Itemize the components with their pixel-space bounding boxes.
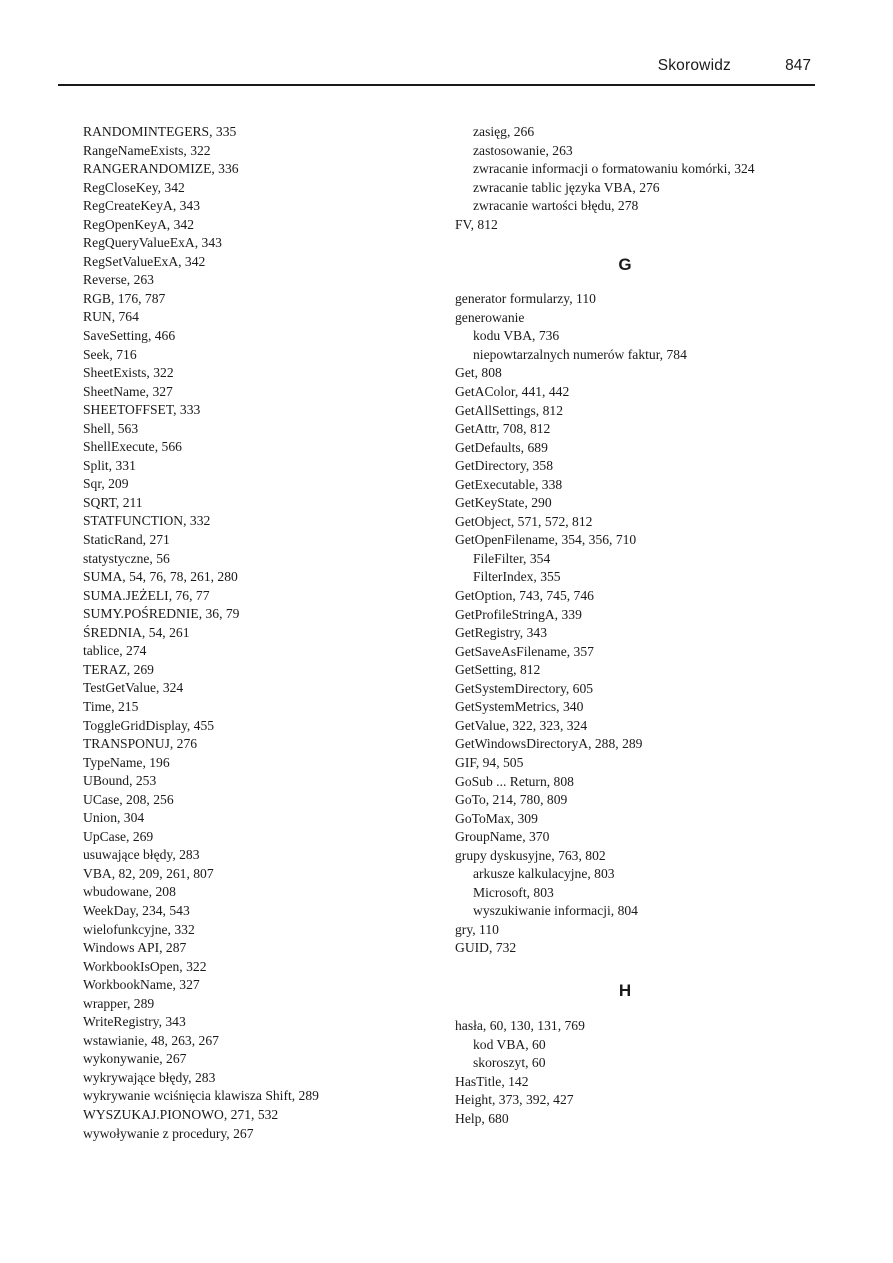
index-entry: GoToMax, 309 bbox=[455, 810, 538, 826]
index-column-left bbox=[83, 123, 443, 1143]
index-entry: Get, 808 bbox=[455, 365, 502, 381]
index-entry: Sqr, 209 bbox=[83, 476, 129, 492]
index-entry: GoTo, 214, 780, 809 bbox=[455, 792, 568, 808]
index-subentry: zwracanie tablic języka VBA, 276 bbox=[473, 179, 660, 195]
section-letter-g: G bbox=[618, 255, 632, 275]
index-entry: SheetExists, 322 bbox=[83, 365, 174, 381]
index-entry: Split, 331 bbox=[83, 457, 136, 473]
index-entry: RGB, 176, 787 bbox=[83, 290, 166, 306]
index-entry: Help, 680 bbox=[455, 1110, 509, 1126]
index-entry: SheetName, 327 bbox=[83, 383, 173, 399]
index-subentry: kod VBA, 60 bbox=[473, 1036, 546, 1052]
index-entry: StaticRand, 271 bbox=[83, 532, 170, 548]
page-header bbox=[58, 50, 815, 86]
index-entry: GetRegistry, 343 bbox=[455, 625, 547, 641]
index-entry: Shell, 563 bbox=[83, 420, 139, 436]
index-entry: Windows API, 287 bbox=[83, 940, 187, 956]
index-entry: SHEETOFFSET, 333 bbox=[83, 402, 201, 418]
index-subentry: niepowtarzalnych numerów faktur, 784 bbox=[473, 346, 687, 362]
index-entry: SUMA, 54, 76, 78, 261, 280 bbox=[83, 569, 238, 585]
index-entry: GetOption, 743, 745, 746 bbox=[455, 588, 594, 604]
index-entry: hasła, 60, 130, 131, 769 bbox=[455, 1017, 585, 1033]
index-entry: Reverse, 263 bbox=[83, 272, 154, 288]
index-entry: generowanie bbox=[455, 309, 525, 325]
index-subentry: arkusze kalkulacyjne, 803 bbox=[473, 866, 615, 882]
index-entry: gry, 110 bbox=[455, 921, 499, 937]
index-entry: wbudowane, 208 bbox=[83, 884, 176, 900]
index-entry: RangeNameExists, 322 bbox=[83, 142, 211, 158]
index-entry: ToggleGridDisplay, 455 bbox=[83, 717, 215, 733]
index-entry: GetSystemDirectory, 605 bbox=[455, 680, 594, 696]
index-entry: RANGERANDOMIZE, 336 bbox=[83, 161, 239, 177]
index-entry: generator formularzy, 110 bbox=[455, 291, 596, 307]
index-entry: RegQueryValueExA, 343 bbox=[83, 235, 222, 251]
index-entry: RANDOMINTEGERS, 335 bbox=[83, 124, 237, 139]
index-entry: GetObject, 571, 572, 812 bbox=[455, 513, 593, 529]
index-entry: SUMY.POŚREDNIE, 36, 79 bbox=[83, 606, 240, 622]
index-entry: VBA, 82, 209, 261, 807 bbox=[83, 865, 214, 881]
index-subentry: zasięg, 266 bbox=[473, 124, 535, 139]
index-entry: GoSub ... Return, 808 bbox=[455, 773, 574, 789]
index-column-right bbox=[455, 123, 835, 1128]
index-subentry: wyszukiwanie informacji, 804 bbox=[473, 903, 638, 919]
index-entry: WorkbookName, 327 bbox=[83, 977, 200, 993]
index-entry: wrapper, 289 bbox=[83, 995, 155, 1011]
index-subentry: skoroszyt, 60 bbox=[473, 1055, 546, 1071]
index-entry: GetProfileStringA, 339 bbox=[455, 606, 582, 622]
index-entry: GetOpenFilename, 354, 356, 710 bbox=[455, 532, 637, 548]
index-entry: WYSZUKAJ.PIONOWO, 271, 532 bbox=[83, 1106, 279, 1122]
index-entry: GetAColor, 441, 442 bbox=[455, 384, 570, 400]
index-entry: RegCloseKey, 342 bbox=[83, 179, 185, 195]
index-entry: SQRT, 211 bbox=[83, 494, 143, 510]
index-entry: RegSetValueExA, 342 bbox=[83, 253, 206, 269]
index-entry: GroupName, 370 bbox=[455, 829, 550, 845]
section-letter-h: H bbox=[618, 980, 632, 1000]
index-entry: UCase, 208, 256 bbox=[83, 791, 174, 807]
index-entry: wywoływanie z procedury, 267 bbox=[83, 1125, 254, 1141]
index-entry: GetSaveAsFilename, 357 bbox=[455, 643, 594, 659]
index-subentry: zwracanie wartości błędu, 278 bbox=[473, 198, 639, 214]
index-entry: UBound, 253 bbox=[83, 773, 157, 789]
index-entry: TERAZ, 269 bbox=[83, 661, 154, 677]
index-entry: STATFUNCTION, 332 bbox=[83, 513, 211, 529]
index-entry: GetExecutable, 338 bbox=[455, 476, 563, 492]
index-entry: GetKeyState, 290 bbox=[455, 495, 552, 511]
index-subentry: Microsoft, 803 bbox=[473, 884, 554, 900]
index-entry: grupy dyskusyjne, 763, 802 bbox=[455, 847, 606, 863]
index-entry: GetSystemMetrics, 340 bbox=[455, 699, 584, 715]
index-entry: wstawianie, 48, 263, 267 bbox=[83, 1032, 219, 1048]
index-entry: GetSetting, 812 bbox=[455, 662, 541, 678]
index-entry: SUMA.JEŻELI, 76, 77 bbox=[83, 587, 210, 603]
index-entry: Seek, 716 bbox=[83, 346, 137, 362]
index-entry: wykrywanie wciśnięcia klawisza Shift, 289 bbox=[83, 1088, 319, 1104]
index-entry: WorkbookIsOpen, 322 bbox=[83, 958, 207, 974]
index-entry: FV, 812 bbox=[455, 216, 498, 232]
section-name: Skorowidz bbox=[657, 57, 731, 74]
index-entry: WriteRegistry, 343 bbox=[83, 1014, 186, 1030]
index-entry: TypeName, 196 bbox=[83, 754, 170, 770]
index-subentry: FileFilter, 354 bbox=[473, 550, 551, 566]
index-entry: Height, 373, 392, 427 bbox=[455, 1092, 574, 1108]
index-entry: GetAttr, 708, 812 bbox=[455, 421, 551, 437]
index-entry: GetDefaults, 689 bbox=[455, 439, 548, 455]
index-subentry: zwracanie informacji o formatowaniu komórki, 324 bbox=[473, 161, 755, 177]
index-entry: GetValue, 322, 323, 324 bbox=[455, 717, 588, 733]
index-block-continued bbox=[455, 123, 835, 234]
index-entry: ŚREDNIA, 54, 261 bbox=[83, 624, 190, 640]
index-entry: RUN, 764 bbox=[83, 309, 139, 325]
index-entry: GUID, 732 bbox=[455, 940, 517, 956]
index-entry: wykrywające błędy, 283 bbox=[83, 1069, 216, 1085]
index-subentry: zastosowanie, 263 bbox=[473, 142, 573, 158]
index-entry: WeekDay, 234, 543 bbox=[83, 902, 190, 918]
index-entry: tablice, 274 bbox=[83, 643, 147, 659]
index-entry: GIF, 94, 505 bbox=[455, 754, 524, 770]
page-number: 847 bbox=[785, 57, 811, 74]
index-subentry: FilterIndex, 355 bbox=[473, 569, 561, 585]
index-entry: GetDirectory, 358 bbox=[455, 458, 554, 474]
index-entry: TestGetValue, 324 bbox=[83, 680, 184, 696]
index-entry: RegCreateKeyA, 343 bbox=[83, 198, 201, 214]
index-entry: SaveSetting, 466 bbox=[83, 328, 176, 344]
index-entry: Time, 215 bbox=[83, 698, 139, 714]
index-entry: GetAllSettings, 812 bbox=[455, 402, 563, 418]
index-entry: GetWindowsDirectoryA, 288, 289 bbox=[455, 736, 643, 752]
index-entry: usuwające błędy, 283 bbox=[83, 847, 200, 863]
index-entry: statystyczne, 56 bbox=[83, 550, 170, 566]
index-entry: HasTitle, 142 bbox=[455, 1073, 529, 1089]
index-block-h bbox=[455, 1017, 835, 1128]
index-entry: wykonywanie, 267 bbox=[83, 1051, 187, 1067]
index-entry: UpCase, 269 bbox=[83, 828, 154, 844]
index-block-g bbox=[455, 290, 835, 958]
index-subentry: kodu VBA, 736 bbox=[473, 328, 560, 344]
index-entry: ShellExecute, 566 bbox=[83, 439, 182, 455]
index-entry: RegOpenKeyA, 342 bbox=[83, 216, 194, 232]
index-entry: TRANSPONUJ, 276 bbox=[83, 736, 198, 752]
index-entry: Union, 304 bbox=[83, 810, 145, 826]
index-entry: wielofunkcyjne, 332 bbox=[83, 921, 195, 937]
